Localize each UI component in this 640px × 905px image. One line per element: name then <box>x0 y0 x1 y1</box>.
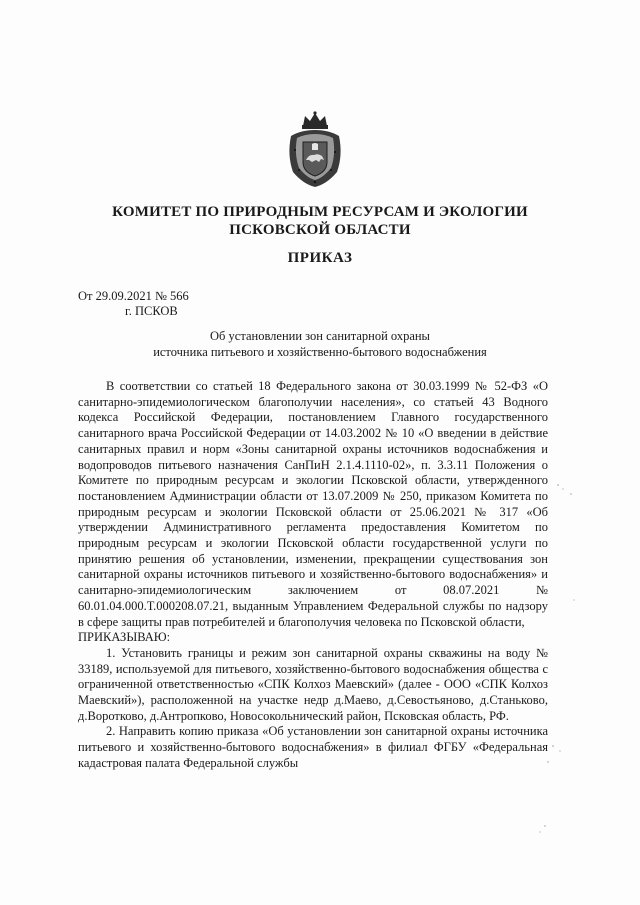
order-word: ПРИКАЗЫВАЮ: <box>78 630 171 645</box>
document-date-number: От 29.09.2021 № 566 <box>78 289 189 303</box>
preamble-paragraph: В соответствии со статьей 18 Федерального закона от 30.03.1999 № 52-ФЗ «О санитарно-эпидемиологическом благополучии населения», со статьей 43 Водного кодекса Российской Федерации, постановлением Главного государственного санитарного врача Российской Федерации от 14.03.2002 № 10 «О введении в действие санитарных правил и норм «Зоны санитарной охраны источников водоснабжения и водопроводов питьевого назначения СанПиН 2.1.4.1110-02», п. 3.3.11 Положения о Комитете по природным ресурсам и экологии Псковской области, утвержденного постановлением Администрации области от 13.07.2009 № 250, приказом Комитета по природным ресурсам и экологии Псковской области от 25.06.2021 № 317 «Об утверждении Административного регламента предоставления Комитетом по природным ресурсам и экологии Псковской области государственной услуги по принятию решения об установлении, изменении, прекращении существования зон санитарной охраны источников питьевого и хозяйственно-бытового водоснабжения» и санитарно-эпидемиологическим заключением от 08.07.2021 № 60.01.04.000.Т.000208.07.21, выданным Управлением Федеральной службы по надзору в сфере защиты прав потребителей и благополучия человека по Псковской области, <box>78 379 548 629</box>
document-body <box>78 379 548 772</box>
document-city: г. ПСКОВ <box>125 304 178 318</box>
subject-line1: Об установлении зон санитарной охраны <box>210 329 430 343</box>
organization-name-line1: КОМИТЕТ ПО ПРИРОДНЫМ РЕСУРСАМ И ЭКОЛОГИИ <box>112 204 528 220</box>
organization-name-line2: ПСКОВСКОЙ ОБЛАСТИ <box>229 222 411 238</box>
order-item-1: 1. Установить границы и режим зон санитарной охраны скважины на воду № 33189, используемой для питьевого, хозяйственно-бытового водоснабжения общества с ограниченной ответственностью «СПК Колхоз Маевский» (далее - ООО «СПК Колхоз Маевский»), расположенной на участке недр д.Маево, д.Севостьяново, д.Станьково, д.Воротково, д.Антропково, Новосокольнический район, Псковская область, РФ. <box>78 645 548 723</box>
document-type-title: ПРИКАЗ <box>287 250 353 266</box>
order-item-2: 2. Направить копию приказа «Об установлении зон санитарной охраны источника питьевого и хозяйственно-бытового водоснабжения» в филиал ФГБУ «Федеральная кадастровая палата Федеральной службы <box>78 724 548 770</box>
pskov-coat-of-arms-icon <box>285 110 345 188</box>
subject-line2: источника питьевого и хозяйственно-бытового водоснабжения <box>153 345 487 359</box>
